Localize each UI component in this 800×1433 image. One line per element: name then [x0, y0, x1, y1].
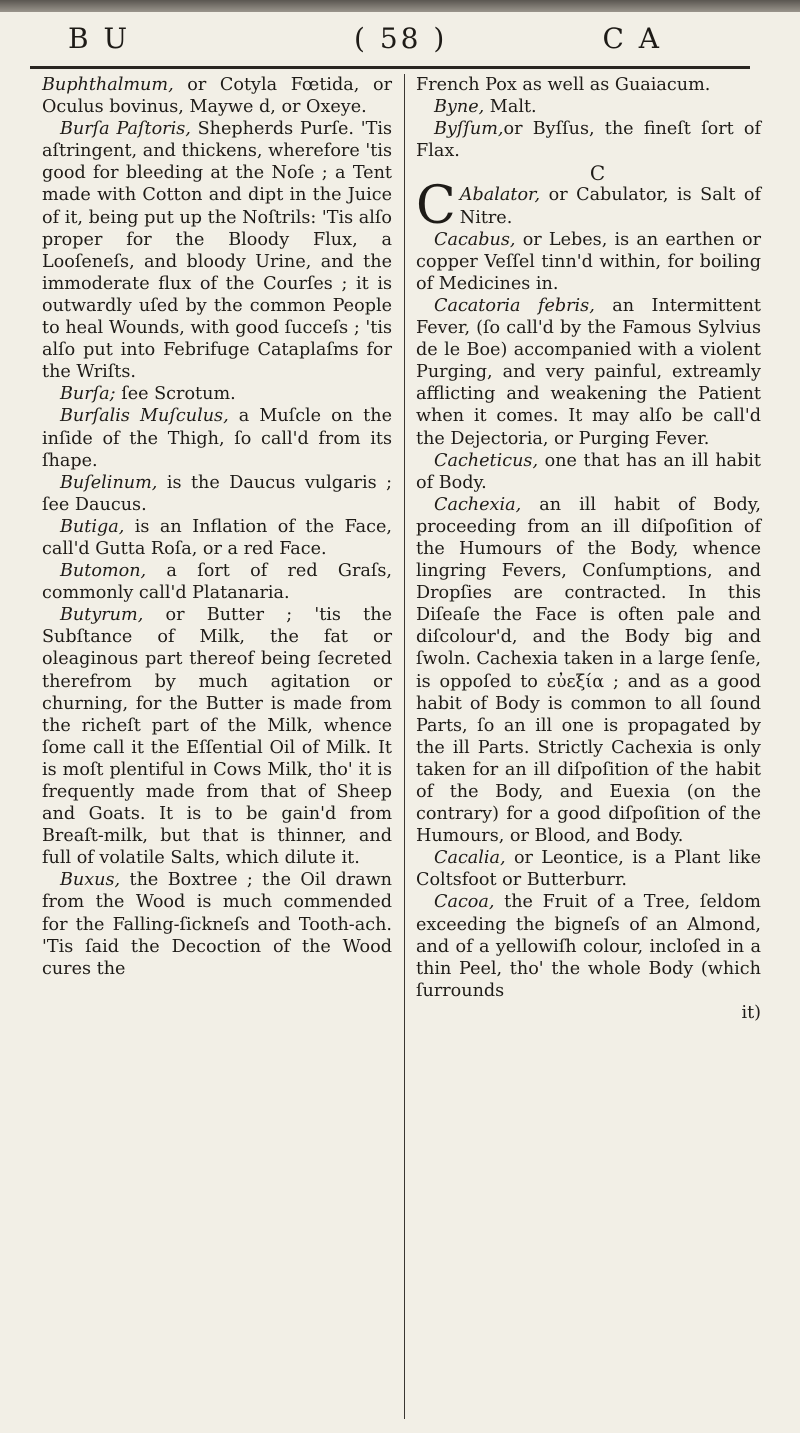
running-head-right: C A: [602, 22, 662, 55]
entry-text: a Muſcle on the inſide of the Thigh, ſo call'd from its ſhape.: [42, 406, 392, 471]
running-head: [28, 12, 772, 70]
entry-text: the Fruit of a Tree, ſeldom exceeding the bigneſs of an Almond, and of a yellowiſh colour, incloſed in a thin Peel, tho' the whole Body (which ſurrounds: [416, 892, 761, 1001]
drop-cap: C: [416, 176, 456, 237]
entry-text: ſee Scrotum.: [115, 384, 236, 405]
dictionary-entry: [42, 604, 392, 869]
entry-headword: Cacoa,: [434, 892, 495, 913]
entry-text: or Byſſus, the fineſt ſort of Flax.: [416, 119, 761, 162]
dictionary-entry: [416, 118, 761, 162]
dictionary-entry: [416, 295, 761, 450]
page-number: ( 58 ): [354, 22, 448, 55]
entry-text: or Butter ; 'tis the Subſtance of Milk, the fat or oleaginous part thereof being ſecreted therefrom by much agitation or churning, for the Butter is made from the richeſt part of the Milk, whence ſome call it the Eſſential Oil of Milk. It is moſt plentiful in Cows Milk, tho' it is frequently made from that of Sheep and Goats. It is to be gain'd from Breaſt-milk, but that is thinner, and full of volatile Salts, which dilute it.: [42, 605, 392, 869]
dictionary-entry: [416, 891, 761, 1001]
column-divider: [404, 74, 405, 1419]
running-head-left: B U: [68, 22, 131, 55]
entry-text: an ill habit of Body, proceeding from an ill diſpoſition of the Humours of the Body, whence lingring Fevers, Conſumptions, and Dropſies are contracted. In this Diſeaſe the Face is often pale and diſcolour'd, and the Body big and ſwoln. Cachexia taken in a large ſenſe, is oppoſed to εὐεξία ; and as a good habit of Body is common to all ſound Parts, ſo an ill one is propagated by the ill Parts. Strictly Cachexia is only taken for an ill diſpoſition of the habit of the Body, and Euexia (on the contrary) for a good diſpoſition of the Humours, or Blood, and Body.: [416, 494, 761, 847]
entry-headword: Burſa;: [60, 384, 116, 405]
dictionary-entry: [42, 118, 392, 383]
entry-headword: Buſelinum,: [60, 472, 158, 493]
entry-text: or Leontice, is a Plant like Coltsfoot or Butterburr.: [416, 848, 761, 891]
entry-headword: Abalator,: [459, 185, 541, 206]
entry-text: Shepherds Purſe. 'Tis aſtringent, and thickens, wherefore 'tis good for bleeding at the Noſe ; a Tent made with Cotton and dipt in the Juice of it, being put up the Noſtrils: 'Tis alſo proper for the Bloody Flux, a Looſeneſs, and bloody Urine, and the immoderate flux of the Courſes ; it is outwardly uſed by the common People to heal Wounds, with good ſucceſs ; 'tis alſo put into Febrifuge Cataplaſms for the Wriſts.: [42, 119, 392, 383]
page-top-edge: [0, 0, 800, 12]
entry-headword: Byne,: [434, 97, 485, 118]
dictionary-entry: [416, 847, 761, 891]
dictionary-entry: [416, 96, 761, 118]
entry-text: one that has an ill habit of Body.: [416, 450, 761, 493]
entry-text: is an Inflation of the Face, call'd Gutta Roſa, or a red Face.: [42, 516, 392, 559]
header-rule: [30, 66, 750, 69]
dictionary-entry: [42, 472, 392, 516]
entry-headword: Buphthalmum,: [42, 75, 174, 95]
entry-headword: Cacabus,: [434, 229, 516, 250]
dictionary-entry: [42, 405, 392, 471]
entry-headword: Burſa Paſtoris,: [60, 119, 191, 140]
dictionary-entry: [42, 516, 392, 560]
entry-headword: Cacalia,: [434, 848, 506, 869]
entry-headword: Butomon,: [60, 561, 147, 582]
right-column: [416, 74, 761, 1425]
section-letter: C: [589, 161, 606, 186]
entry-headword: Butiga,: [60, 516, 125, 537]
dictionary-entry: [416, 494, 761, 848]
dictionary-entry: [416, 74, 761, 96]
dictionary-entry: [416, 450, 761, 494]
entry-text: is the Daucus vulgaris ; ſee Daucus.: [42, 472, 392, 515]
entry-text: or Cotyla Fœtida, or Oculus bovinus, Maywe d, or Oxeye.: [42, 75, 392, 118]
entry-text: an Intermittent Fever, (ſo call'd by the Famous Sylvius de le Boe) accompanied with a violent Purging, and very painful, extreamly afflicting and weakening the Patient when it comes. It may alſo be call'd the Dejectoria, or Purging Fever.: [416, 295, 761, 449]
left-column: [42, 74, 392, 1425]
dictionary-entry: [42, 74, 392, 118]
entry-headword: Buxus,: [60, 870, 121, 891]
entry-headword: Butyrum,: [60, 605, 144, 626]
dictionary-entry: [416, 229, 761, 295]
entry-headword: Cachexia,: [434, 494, 522, 515]
entry-headword: Byſſum,: [434, 119, 504, 140]
entry-text: a ſort of red Graſs, commonly call'd Platanaria.: [42, 561, 392, 604]
catchword: it): [741, 1002, 761, 1023]
entry-text: or Lebes, is an earthen or copper Veſſel tinn'd within, for boiling of Medicines in.: [416, 229, 761, 294]
dictionary-entry: [416, 176, 761, 237]
entry-text: the Boxtree ; the Oil drawn from the Wood is much commended for the Falling-ſickneſs and Tooth-ach. 'Tis ſaid the Decoction of the Wood cures the: [42, 870, 392, 979]
entry-text: Malt.: [484, 97, 537, 118]
dictionary-entry: [42, 383, 392, 405]
entry-text: or Cabulator, is Salt of Nitre.: [459, 185, 761, 228]
entry-text: French Pox as well as Guaiacum.: [416, 75, 711, 95]
entry-headword: Cacatoria febris,: [434, 295, 595, 316]
dictionary-entry: [42, 560, 392, 604]
entry-headword: Burſalis Muſculus,: [60, 406, 229, 427]
entry-headword: Cacheticus,: [434, 450, 539, 471]
dictionary-entry: [42, 869, 392, 979]
